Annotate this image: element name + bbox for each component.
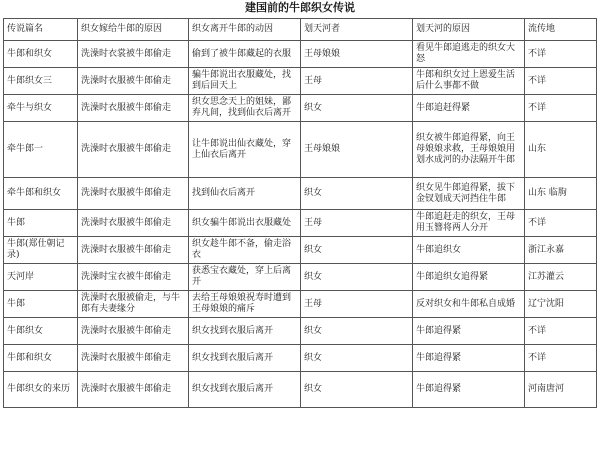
table-row	[4, 210, 597, 237]
cell-leaving-motive: 偷到了被牛郎藏起的衣服	[189, 41, 301, 68]
cell-river-maker: 王母娘娘	[301, 122, 413, 178]
table-row	[4, 178, 597, 210]
cell-marriage-reason: 洗澡时衣服被牛郎偷走	[78, 237, 189, 264]
cell-leaving-motive: 找到仙衣后离开	[189, 178, 301, 210]
table-row	[4, 318, 597, 345]
cell-marriage-reason: 洗澡时衣服被牛郎偷走	[78, 95, 189, 122]
cell-title: 牛郎	[4, 210, 78, 237]
cell-region: 河南唐河	[525, 372, 597, 408]
cell-marriage-reason: 洗澡时衣服被牛郎偷走	[78, 68, 189, 95]
header-cell: 织女离开牛郎的动因	[189, 19, 301, 41]
cell-marriage-reason: 洗澡时衣服被牛郎偷走	[78, 210, 189, 237]
cell-title: 牵牛郎一	[4, 122, 78, 178]
cell-river-maker: 织女	[301, 237, 413, 264]
cell-river-reason: 牛郎追得紧	[413, 345, 525, 372]
cell-region: 江苏灌云	[525, 264, 597, 291]
cell-river-maker: 织女	[301, 318, 413, 345]
header-cell: 划天河者	[301, 19, 413, 41]
cell-leaving-motive: 获悉宝衣藏处，穿上后离开	[189, 264, 301, 291]
table-row	[4, 122, 597, 178]
cell-region: 山东 临朐	[525, 178, 597, 210]
cell-river-reason: 牛郎追赶得紧	[413, 95, 525, 122]
cell-river-maker: 王母	[301, 210, 413, 237]
cell-region: 不详	[525, 95, 597, 122]
cell-region: 不详	[525, 68, 597, 95]
cell-river-maker: 王母	[301, 68, 413, 95]
cell-leaving-motive: 织女找到衣服后离开	[189, 318, 301, 345]
cell-title: 牛郎织女	[4, 318, 78, 345]
cell-marriage-reason: 洗澡时衣服被偷走，与牛郎有夫妻缘分	[78, 291, 189, 318]
header-cell: 织女嫁给牛郎的原因	[78, 19, 189, 41]
legend-table	[3, 18, 597, 408]
cell-region: 辽宁沈阳	[525, 291, 597, 318]
cell-leaving-motive: 织女思念天上的姐妹，鄙弃凡间，找到仙衣后离开	[189, 95, 301, 122]
cell-title: 牛郎和织女	[4, 345, 78, 372]
cell-leaving-motive: 去给王母娘娘祝寿时遭到王母娘娘的痛斥	[189, 291, 301, 318]
cell-river-reason: 牛郎和织女过上恩爱生活后什么事都不做	[413, 68, 525, 95]
cell-region: 浙江永嘉	[525, 237, 597, 264]
cell-river-maker: 王母	[301, 291, 413, 318]
cell-title: 牛郎和织女	[4, 41, 78, 68]
cell-river-reason: 看见牛郎追逃走的织女大怒	[413, 41, 525, 68]
cell-leaving-motive: 织女趁牛郎不备，偷走浴衣	[189, 237, 301, 264]
cell-river-reason: 织女被牛郎追得紧，向王母娘娘求救，王母娘娘用划水成河的办法隔开牛郎	[413, 122, 525, 178]
cell-region: 不详	[525, 318, 597, 345]
cell-river-reason: 牛郎追得紧	[413, 318, 525, 345]
header-row	[4, 19, 597, 41]
header-cell: 传说篇名	[4, 19, 78, 41]
cell-river-maker: 织女	[301, 345, 413, 372]
cell-river-maker: 织女	[301, 264, 413, 291]
cell-leaving-motive: 让牛郎说出仙衣藏处，穿上仙衣后离开	[189, 122, 301, 178]
cell-marriage-reason: 洗澡时衣服被牛郎偷走	[78, 122, 189, 178]
cell-marriage-reason: 洗澡时衣裳被牛郎偷走	[78, 41, 189, 68]
cell-river-maker: 织女	[301, 178, 413, 210]
cell-title: 牛郎(郑仕朝记录)	[4, 237, 78, 264]
cell-title: 牵牛与织女	[4, 95, 78, 122]
table-row	[4, 41, 597, 68]
cell-title: 牛郎织女三	[4, 68, 78, 95]
cell-marriage-reason: 洗澡时衣服被牛郎偷走	[78, 372, 189, 408]
cell-title: 牛郎	[4, 291, 78, 318]
cell-river-reason: 牛郎追得紧	[413, 372, 525, 408]
table-row	[4, 291, 597, 318]
cell-river-reason: 牛郎追织女追得紧	[413, 264, 525, 291]
cell-marriage-reason: 洗澡时宝衣被牛郎偷走	[78, 264, 189, 291]
cell-title: 牵牛郎和织女	[4, 178, 78, 210]
cell-title: 牛郎织女的来历	[4, 372, 78, 408]
cell-region: 不详	[525, 41, 597, 68]
cell-marriage-reason: 洗澡时衣服被牛郎偷走	[78, 318, 189, 345]
table-row	[4, 345, 597, 372]
cell-marriage-reason: 洗澡时衣服被牛郎偷走	[78, 178, 189, 210]
cell-leaving-motive: 骗牛郎说出衣服藏处，找到后回天上	[189, 68, 301, 95]
cell-river-maker: 王母娘娘	[301, 41, 413, 68]
cell-title: 天河岸	[4, 264, 78, 291]
cell-river-maker: 织女	[301, 95, 413, 122]
cell-river-maker: 织女	[301, 372, 413, 408]
cell-region: 不详	[525, 345, 597, 372]
cell-leaving-motive: 织女找到衣服后离开	[189, 372, 301, 408]
table-row	[4, 68, 597, 95]
cell-river-reason: 反对织女和牛郎私自成婚	[413, 291, 525, 318]
cell-river-reason: 织女见牛郎追得紧，拔下金钗划成天河挡住牛郎	[413, 178, 525, 210]
cell-marriage-reason: 洗澡时衣服被牛郎偷走	[78, 345, 189, 372]
table-row	[4, 237, 597, 264]
cell-river-reason: 牛郎追赶走的织女，王母用玉簪将两人分开	[413, 210, 525, 237]
table-title: 建国前的牛郎织女传说	[245, 1, 355, 14]
cell-leaving-motive: 织女找到衣服后离开	[189, 345, 301, 372]
cell-river-reason: 牛郎追织女	[413, 237, 525, 264]
table-row	[4, 95, 597, 122]
header-cell: 流传地	[525, 19, 597, 41]
cell-leaving-motive: 织女骗牛郎说出衣服藏处	[189, 210, 301, 237]
header-cell: 划天河的原因	[413, 19, 525, 41]
table-row	[4, 372, 597, 408]
cell-region: 山东	[525, 122, 597, 178]
table-row	[4, 264, 597, 291]
cell-region: 不详	[525, 210, 597, 237]
